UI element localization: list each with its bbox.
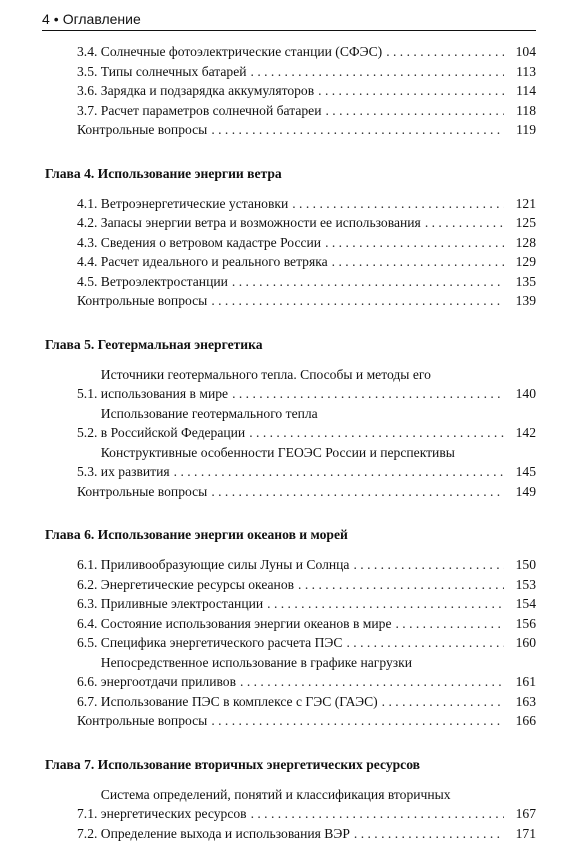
entry-title: Конструктивные особенности ГЕОЭС России и перспективы [101,443,536,463]
leader-dots [228,272,504,292]
entry-title-line: их развития [101,462,170,482]
entry-title-line: энергетических ресурсов [101,804,247,824]
toc-entry [77,692,536,712]
leader-dots [263,594,504,614]
table-of-contents [42,42,536,843]
entry-number: 3.7. [77,101,101,121]
entry-title: Типы солнечных батарей [101,62,247,82]
entry-number: 4.4. [77,252,101,272]
entry-number: 6.6. [77,672,101,692]
entry-number: 3.6. [77,81,101,101]
toc-entry-review-questions [77,482,536,502]
leader-dots [247,62,504,82]
entry-number: 4.2. [77,213,101,233]
entry-title-block [101,365,536,404]
leader-dots [207,291,504,311]
toc-entry [77,272,536,292]
toc-entry [77,653,536,692]
toc-entry [77,824,536,843]
page-header [42,9,536,31]
entry-number: 3.4. [77,42,101,62]
entry-title-continuation [101,423,536,443]
entry-number: 5.1. [77,384,101,404]
header-rule [42,30,536,31]
entry-title: Контрольные вопросы [77,120,207,140]
entry-number: 4.5. [77,272,101,292]
toc-entry-review-questions [77,120,536,140]
entry-number: 6.1. [77,555,101,575]
leader-dots [378,692,504,712]
entry-number: 6.7. [77,692,101,712]
entry-title: Расчет идеального и реального ветряка [101,252,328,272]
entry-page: 125 [504,213,536,233]
toc-entry [77,404,536,443]
entry-title-continuation [101,672,536,692]
entry-number: 6.2. [77,575,101,595]
leader-dots [328,252,504,272]
entry-page: 129 [504,252,536,272]
entry-number: 4.3. [77,233,101,253]
entry-title-block [101,443,536,482]
chapter-heading: Глава 4. Использование энергии ветра [45,165,536,183]
entry-number: 6.3. [77,594,101,614]
leader-dots [321,101,504,121]
entry-title-block [101,785,536,824]
leader-dots [207,711,504,731]
entry-title: Приливообразующие силы Луны и Солнца [101,555,350,575]
toc-entry [77,233,536,253]
entry-title: Контрольные вопросы [77,711,207,731]
entry-page: 160 [504,633,536,653]
leader-dots [245,423,504,443]
entry-title: Определение выхода и использования ВЭР [101,824,350,843]
entry-page: 153 [504,575,536,595]
toc-entry [77,443,536,482]
header-title: Оглавление [63,11,141,27]
entry-title-line: энергоотдачи приливов [101,672,236,692]
entry-title: Использование геотермального тепла [101,404,536,424]
entry-title-continuation [101,384,536,404]
entry-title-line: использования в мире [101,384,228,404]
entry-number: 7.1. [77,804,101,824]
entry-title: Энергетические ресурсы океанов [101,575,294,595]
entry-title: Источники геотермального тепла. Способы и методы его [101,365,536,385]
toc-entry [77,365,536,404]
leader-dots [236,672,504,692]
entry-title-continuation [101,462,536,482]
entry-number: 7.2. [77,824,101,843]
toc-entry-review-questions [77,291,536,311]
entry-number: 6.4. [77,614,101,634]
entry-page: 119 [504,120,536,140]
chapter-heading: Глава 5. Геотермальная энергетика [45,336,536,354]
toc-entry-review-questions [77,711,536,731]
entry-title-block [101,404,536,443]
toc-entry [77,213,536,233]
entry-title: Зарядка и подзарядка аккумуляторов [101,81,314,101]
leader-dots [382,42,504,62]
leader-dots [247,804,504,824]
entry-page: 149 [504,482,536,502]
leader-dots [350,824,504,843]
leader-dots [207,120,504,140]
entry-number: 3.5. [77,62,101,82]
entry-title: Контрольные вопросы [77,482,207,502]
entry-title: Контрольные вопросы [77,291,207,311]
entry-page: 150 [504,555,536,575]
entry-number: 6.5. [77,633,101,653]
entry-page: 135 [504,272,536,292]
toc-entry [77,785,536,824]
entry-title: Расчет параметров солнечной батареи [101,101,322,121]
leader-dots [314,81,504,101]
entry-title: Сведения о ветровом кадастре России [101,233,321,253]
entry-page: 166 [504,711,536,731]
entry-title: Состояние использования энергии океанов в мире [101,614,392,634]
chapter-heading: Глава 6. Использование энергии океанов и морей [45,526,536,544]
entry-title: Ветроэлектростанции [101,272,228,292]
entry-title: Солнечные фотоэлектрические станции (СФЭС) [101,42,382,62]
entry-page: 104 [504,42,536,62]
entry-page: 113 [504,62,536,82]
leader-dots [294,575,504,595]
leader-dots [421,213,504,233]
entry-title: Непосредственное использование в графике нагрузки [101,653,536,673]
entry-page: 121 [504,194,536,214]
entry-page: 167 [504,804,536,824]
entry-title-block [101,653,536,692]
leader-dots [288,194,504,214]
entry-number: 5.3. [77,462,101,482]
chapter-heading: Глава 7. Использование вторичных энергетических ресурсов [45,756,536,774]
entry-page: 163 [504,692,536,712]
leader-dots [342,633,504,653]
toc-entry [77,81,536,101]
toc-entry [77,614,536,634]
entry-title: Использование ПЭС в комплексе с ГЭС (ГАЭС) [101,692,378,712]
toc-entry [77,594,536,614]
entry-page: 114 [504,81,536,101]
toc-entry [77,252,536,272]
entry-title: Система определений, понятий и классификация вторичных [101,785,536,805]
leader-dots [349,555,504,575]
entry-page: 156 [504,614,536,634]
entry-number: 4.1. [77,194,101,214]
header-page-number: 4 [42,11,50,27]
entry-title: Приливные электростанции [101,594,263,614]
entry-number: 5.2. [77,423,101,443]
entry-page: 154 [504,594,536,614]
leader-dots [207,482,504,502]
entry-page: 139 [504,291,536,311]
entry-title: Запасы энергии ветра и возможности ее использования [101,213,421,233]
leader-dots [228,384,504,404]
toc-entry [77,101,536,121]
entry-page: 161 [504,672,536,692]
entry-title: Специфика энергетического расчета ПЭС [101,633,343,653]
toc-entry [77,633,536,653]
leader-dots [391,614,504,634]
entry-page: 128 [504,233,536,253]
header-bullet: • [54,11,59,27]
toc-entry [77,194,536,214]
toc-entry [77,575,536,595]
leader-dots [321,233,504,253]
entry-title: Ветроэнергетические установки [101,194,288,214]
toc-entry [77,42,536,62]
entry-page: 171 [504,824,536,843]
entry-title-line: в Российской Федерации [101,423,245,443]
leader-dots [170,462,504,482]
entry-page: 142 [504,423,536,443]
entry-title-continuation [101,804,536,824]
entry-page: 140 [504,384,536,404]
toc-entry [77,555,536,575]
toc-entry [77,62,536,82]
entry-page: 145 [504,462,536,482]
entry-page: 118 [504,101,536,121]
